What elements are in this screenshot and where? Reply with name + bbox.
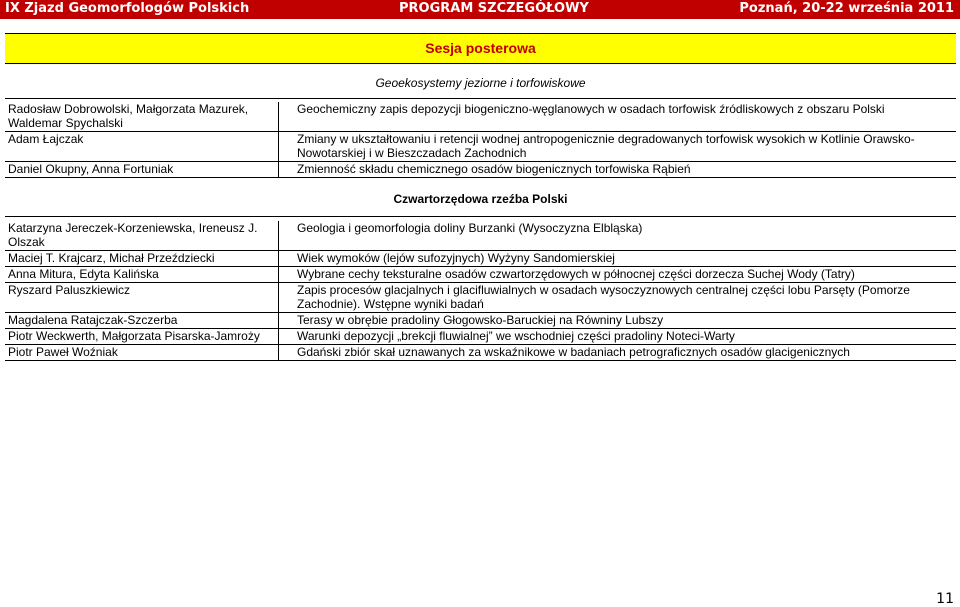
- poster-row: [5, 162, 956, 178]
- session-banner: [5, 33, 956, 64]
- section-divider: [5, 98, 956, 99]
- poster-title: Zapis procesów glacjalnych i glacifluwialnych w osadach wysoczyznowych centralnej części lobu Parsęty (Pomorze Zachodnie). Wstępne wyniki badań: [279, 283, 957, 313]
- poster-authors: Piotr Weckwerth, Małgorzata Pisarska-Jamroży: [5, 329, 279, 345]
- poster-title: Zmiany w ukształtowaniu i retencji wodnej antropogenicznie degradowanych torfowisk wysokich w Kotlinie Orawsko-Nowotarskiej i w Bieszczadach Zachodnich: [279, 132, 957, 162]
- conference-name: IX Zjazd Geomorfologów Polskich: [5, 1, 250, 16]
- poster-table-geoekosystemy: [5, 102, 956, 178]
- poster-authors: Katarzyna Jereczek-Korzeniewska, Ireneusz J. Olszak: [5, 221, 279, 251]
- poster-row: [5, 132, 956, 162]
- poster-authors: Piotr Paweł Woźniak: [5, 345, 279, 361]
- session-title: Sesja posterowa: [425, 40, 536, 56]
- poster-authors: Maciej T. Krajcarz, Michał Przeździecki: [5, 251, 279, 267]
- poster-row: [5, 221, 956, 251]
- poster-authors: Anna Mitura, Edyta Kalińska: [5, 267, 279, 283]
- poster-table-czwartorzedowa: [5, 221, 956, 361]
- poster-title: Wiek wymoków (lejów sufozyjnych) Wyżyny Sandomierskiej: [279, 251, 957, 267]
- conference-header-bar: [0, 0, 960, 19]
- poster-row: [5, 345, 956, 361]
- poster-row: [5, 251, 956, 267]
- section-divider: [5, 216, 956, 217]
- poster-row: [5, 283, 956, 313]
- section-title-czwartorzedowa: Czwartorzędowa rzeźba Polski: [393, 192, 568, 206]
- poster-authors: Magdalena Ratajczak-Szczerba: [5, 313, 279, 329]
- conference-date-place: Poznań, 20-22 września 2011: [739, 1, 954, 16]
- poster-row: [5, 329, 956, 345]
- poster-title: Terasy w obrębie pradoliny Głogowsko-Baruckiej na Równiny Lubszy: [279, 313, 957, 329]
- poster-authors: Radosław Dobrowolski, Małgorzata Mazurek, Waldemar Spychalski: [5, 102, 279, 132]
- page-number: 11: [936, 591, 954, 607]
- poster-row: [5, 102, 956, 132]
- poster-authors: Daniel Okupny, Anna Fortuniak: [5, 162, 279, 178]
- poster-title: Zmienność składu chemicznego osadów biogenicznych torfowiska Rąbień: [279, 162, 957, 178]
- section-title-geoekosystemy: Geoekosystemy jeziorne i torfowiskowe: [375, 76, 586, 90]
- poster-title: Geochemiczny zapis depozycji biogeniczno-węglanowych w osadach torfowisk źródliskowych z obszaru Polski: [279, 102, 957, 132]
- poster-title: Gdański zbiór skał uznawanych za wskaźnikowe w badaniach petrograficznych osadów glacigenicznych: [279, 345, 957, 361]
- poster-title: Warunki depozycji „brekcji fluwialnej” we wschodniej części pradoliny Noteci-Warty: [279, 329, 957, 345]
- poster-row: [5, 267, 956, 283]
- program-title: PROGRAM SZCZEGÓŁOWY: [399, 1, 589, 16]
- poster-row: [5, 313, 956, 329]
- poster-authors: Ryszard Paluszkiewicz: [5, 283, 279, 313]
- poster-title: Wybrane cechy teksturalne osadów czwartorzędowych w północnej części dorzecza Suchej Wody (Tatry): [279, 267, 957, 283]
- poster-title: Geologia i geomorfologia doliny Burzanki (Wysoczyzna Elbląska): [279, 221, 957, 251]
- poster-authors: Adam Łajczak: [5, 132, 279, 162]
